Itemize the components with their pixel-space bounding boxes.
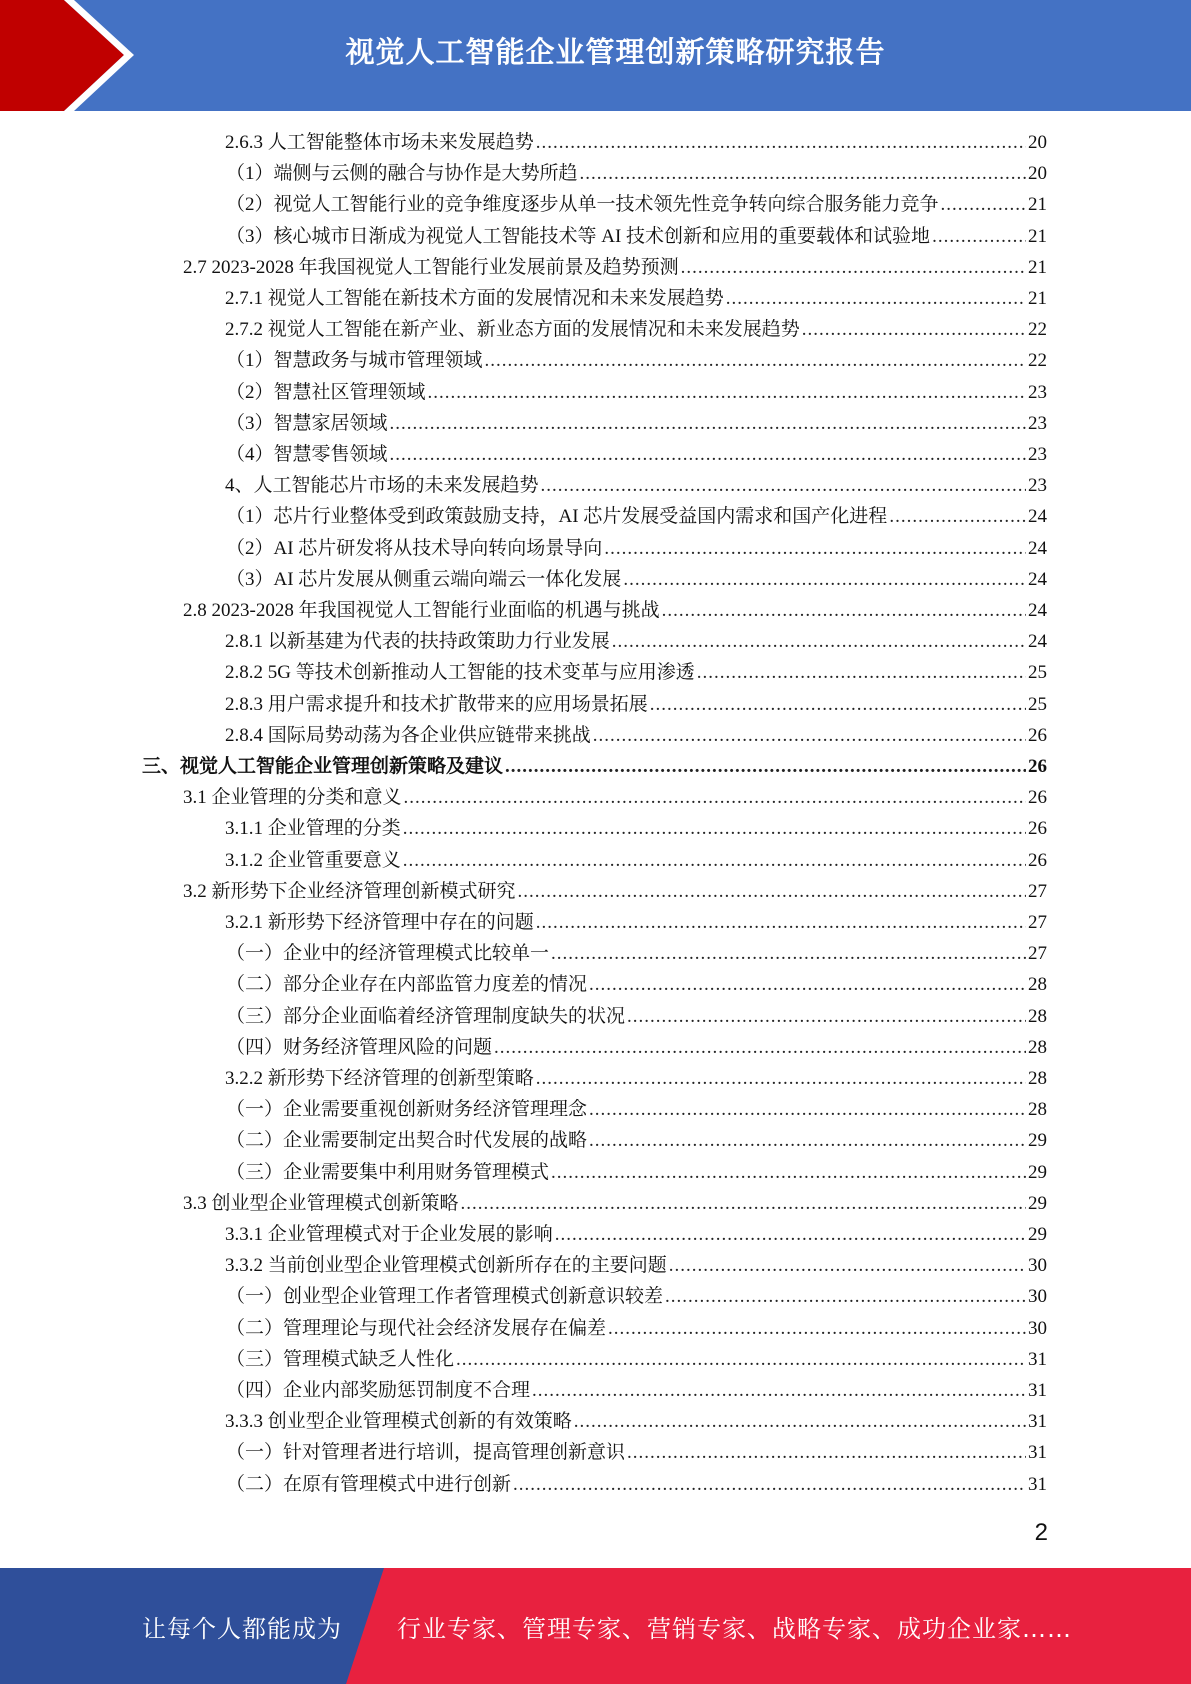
toc-entry[interactable] (225, 1063, 1047, 1094)
toc-entry[interactable] (226, 1001, 1047, 1032)
toc-entry[interactable] (225, 657, 1047, 688)
toc-entry-title: （1）端侧与云侧的融合与协作是大势所趋 (226, 163, 578, 185)
toc-entry[interactable] (225, 720, 1047, 751)
toc-dot-leader (461, 1188, 1026, 1219)
toc-entry[interactable] (226, 969, 1047, 1000)
toc-entry-page: 31 (1028, 1442, 1047, 1464)
toc-dot-leader (580, 158, 1026, 189)
toc-dot-leader (574, 1406, 1026, 1437)
toc-entry-title: 3.3.1 企业管理模式对于企业发展的影响 (225, 1224, 553, 1245)
toc-entry[interactable] (226, 533, 1047, 564)
toc-entry-page: 28 (1028, 1005, 1047, 1027)
toc-entry-title: 2.7.1 视觉人工智能在新技术方面的发展情况和未来发展趋势 (225, 288, 724, 309)
toc-entry[interactable] (226, 345, 1047, 376)
toc-entry[interactable] (226, 1313, 1047, 1344)
toc-entry[interactable] (226, 1094, 1047, 1125)
toc-entry[interactable] (142, 751, 1047, 782)
toc-entry[interactable] (183, 876, 1047, 907)
toc-entry-title: 2.8.2 5G 等技术创新推动人工智能的技术变革与应用渗透 (225, 662, 695, 684)
toc-entry-title: 3.2.2 新形势下经济管理的创新型策略 (225, 1068, 534, 1089)
toc-entry-title: （四）财务经济管理风险的问题 (226, 1036, 493, 1058)
header-bar (0, 0, 1191, 111)
toc-entry[interactable] (226, 1344, 1047, 1375)
toc-entry-title: （1）智慧政务与城市管理领域 (226, 350, 483, 372)
toc-entry-title: （三）企业需要集中利用财务管理模式 (226, 1161, 550, 1183)
toc-dot-leader (604, 533, 1026, 564)
toc-entry-page: 29 (1028, 1161, 1047, 1183)
toc-entry[interactable] (226, 408, 1047, 439)
toc-entry-title: （二）在原有管理模式中进行创新 (226, 1473, 512, 1495)
toc-entry-title: 3.2.1 新形势下经济管理中存在的问题 (225, 912, 534, 933)
toc-dot-leader (593, 720, 1026, 751)
toc-entry-page: 26 (1028, 818, 1047, 840)
toc-entry-title: （2）AI 芯片研发将从技术导向转向场景导向 (226, 537, 603, 559)
toc-entry-title: 2.8 2023-2028 年我国视觉人工智能行业面临的机遇与挑战 (183, 600, 660, 621)
toc-entry-title: 3.1.2 企业管重要意义 (225, 849, 401, 871)
toc-entry[interactable] (183, 595, 1047, 626)
toc-entry-page: 23 (1028, 381, 1047, 403)
toc-entry[interactable] (225, 813, 1047, 844)
toc-entry-title: （3）智慧家居领域 (226, 412, 388, 434)
toc-entry-page: 21 (1028, 256, 1047, 278)
toc-entry-title: （3）AI 芯片发展从侧重云端向端云一体化发展 (226, 568, 622, 590)
toc-entry[interactable] (225, 1406, 1047, 1437)
toc-entry-title: 3.2 新形势下企业经济管理创新模式研究 (183, 880, 516, 902)
toc-entry[interactable] (226, 1125, 1047, 1156)
toc-entry[interactable] (225, 1219, 1047, 1250)
toc-dot-leader (505, 751, 1026, 782)
toc-entry-page: 26 (1028, 724, 1047, 746)
toc-entry[interactable] (226, 221, 1047, 252)
toc-entry-page: 24 (1028, 506, 1047, 528)
toc-dot-leader (697, 657, 1026, 688)
toc-entry-title: 2.8.4 国际局势动荡为各企业供应链带来挑战 (225, 724, 591, 746)
toc-dot-leader (390, 408, 1026, 439)
toc-entry-page: 23 (1028, 412, 1047, 434)
toc-dot-leader (627, 1437, 1026, 1468)
toc-entry[interactable] (226, 938, 1047, 969)
toc-entry[interactable] (226, 439, 1047, 470)
toc-entry-page: 23 (1028, 475, 1047, 497)
toc-dot-leader (669, 1250, 1026, 1281)
toc-entry[interactable] (183, 252, 1047, 283)
toc-entry[interactable] (226, 158, 1047, 189)
toc-entry-page: 28 (1028, 1099, 1047, 1121)
toc-entry-page: 22 (1028, 350, 1047, 372)
toc-entry[interactable] (183, 1188, 1047, 1219)
toc-dot-leader (623, 564, 1026, 595)
toc-dot-leader (485, 345, 1026, 376)
toc-entry-page: 26 (1028, 756, 1047, 777)
toc-entry[interactable] (226, 1375, 1047, 1406)
page-number: 2 (1034, 1519, 1048, 1546)
toc-dot-leader (650, 689, 1026, 720)
toc-entry[interactable] (226, 1437, 1047, 1468)
toc-entry-page: 30 (1028, 1286, 1047, 1308)
toc-dot-leader (428, 377, 1026, 408)
toc-entry-title: （2）视觉人工智能行业的竞争维度逐步从单一技术领先性竞争转向综合服务能力竞争 (226, 194, 939, 216)
toc-entry-title: 3.3 创业型企业管理模式创新策略 (183, 1192, 459, 1214)
toc-entry-title: 2.6.3 人工智能整体市场未来发展趋势 (225, 132, 534, 153)
toc-entry-page: 24 (1028, 600, 1047, 621)
toc-entry[interactable] (183, 782, 1047, 813)
toc-entry-title: 4、人工智能芯片市场的未来发展趋势 (225, 475, 539, 497)
toc-entry-title: 3.1.1 企业管理的分类 (225, 818, 401, 840)
toc-dot-leader (612, 626, 1026, 657)
toc-entry-title: 3.3.2 当前创业型企业管理模式创新所存在的主要问题 (225, 1255, 667, 1277)
toc-entry-page: 31 (1028, 1380, 1047, 1401)
toc-entry-page: 22 (1028, 319, 1047, 341)
toc-dot-leader (802, 314, 1026, 345)
toc-entry[interactable] (226, 377, 1047, 408)
toc-dot-leader (627, 1001, 1026, 1032)
toc-entry-title: （3）核心城市日渐成为视觉人工智能技术等 AI 技术创新和应用的重要载体和试验地 (226, 225, 931, 247)
toc-entry-title: 3.1 企业管理的分类和意义 (183, 787, 402, 809)
toc-dot-leader (541, 470, 1026, 501)
toc-entry-page: 31 (1028, 1411, 1047, 1433)
toc-dot-leader (941, 189, 1026, 220)
footer-slogan-left: 让每个人都能成为 (142, 1614, 342, 1643)
toc-entry[interactable] (225, 1250, 1047, 1281)
toc-entry-page: 24 (1028, 568, 1047, 590)
toc-entry[interactable] (225, 470, 1047, 501)
toc-entry[interactable] (226, 564, 1047, 595)
toc-entry-title: 2.8.1 以新基建为代表的扶持政策助力行业发展 (225, 631, 610, 653)
toc-entry[interactable] (225, 689, 1047, 720)
toc-entry[interactable] (225, 626, 1047, 657)
toc-entry[interactable] (225, 314, 1047, 345)
toc-entry-page: 21 (1028, 194, 1047, 216)
toc-dot-leader (494, 1032, 1026, 1063)
toc-dot-leader (456, 1344, 1026, 1375)
toc-entry-page: 31 (1028, 1348, 1047, 1370)
toc-entry-page: 20 (1028, 132, 1047, 153)
toc-entry-page: 25 (1028, 693, 1047, 715)
toc-entry-title: 3.3.3 创业型企业管理模式创新的有效策略 (225, 1411, 572, 1433)
toc-entry-page: 24 (1028, 631, 1047, 653)
toc-entry[interactable] (225, 127, 1047, 158)
toc-entry-page: 29 (1028, 1224, 1047, 1245)
toc-entry-page: 29 (1028, 1130, 1047, 1152)
toc-dot-leader (551, 1157, 1026, 1188)
toc-entry-title: （四）企业内部奖励惩罚制度不合理 (226, 1380, 531, 1401)
toc-dot-leader (536, 1063, 1026, 1094)
toc-entry-title: （2）智慧社区管理领域 (226, 381, 426, 403)
toc-entry-title: （二）部分企业存在内部监管力度差的情况 (226, 974, 588, 996)
toc-entry-title: （二）企业需要制定出契合时代发展的战略 (226, 1130, 588, 1152)
toc-entry-page: 28 (1028, 1036, 1047, 1058)
toc-entry[interactable] (226, 1281, 1047, 1312)
toc-entry-page: 23 (1028, 444, 1047, 465)
toc-dot-leader (404, 782, 1026, 813)
toc-entry[interactable] (225, 845, 1047, 876)
toc-entry[interactable] (225, 283, 1047, 314)
toc-dot-leader (403, 845, 1026, 876)
toc-entry-page: 20 (1028, 163, 1047, 185)
footer-banner (0, 1568, 1191, 1684)
toc-dot-leader (555, 1219, 1026, 1250)
toc-dot-leader (536, 127, 1026, 158)
toc-entry-page: 26 (1028, 787, 1047, 809)
toc-entry-page: 21 (1028, 288, 1047, 309)
toc-dot-leader (726, 283, 1026, 314)
toc-entry-title: （三）部分企业面临着经济管理制度缺失的状况 (226, 1005, 626, 1027)
toc-entry[interactable] (226, 189, 1047, 220)
toc-entry-title: 2.7.2 视觉人工智能在新产业、新业态方面的发展情况和未来发展趋势 (225, 319, 800, 341)
toc-dot-leader (403, 813, 1026, 844)
footer-slogan-right: 行业专家、管理专家、营销专家、战略专家、成功企业家…… (397, 1614, 1072, 1643)
toc-entry[interactable] (225, 907, 1047, 938)
toc-dot-leader (662, 595, 1026, 626)
toc-entry-title: （1）芯片行业整体受到政策鼓励支持，AI 芯片发展受益国内需求和国产化进程 (226, 506, 888, 528)
toc-entry-page: 25 (1028, 662, 1047, 684)
toc-dot-leader (532, 1375, 1026, 1406)
toc-entry-page: 28 (1028, 1068, 1047, 1089)
toc-dot-leader (681, 252, 1026, 283)
toc-dot-leader (932, 221, 1026, 252)
toc-entry-title: 2.7 2023-2028 年我国视觉人工智能行业发展前景及趋势预测 (183, 256, 679, 278)
toc-dot-leader (551, 938, 1026, 969)
toc-dot-leader (390, 439, 1026, 470)
toc-entry[interactable] (226, 1157, 1047, 1188)
toc-entry-title: （一）创业型企业管理工作者管理模式创新意识较差 (226, 1286, 664, 1308)
toc-dot-leader (665, 1281, 1026, 1312)
toc-entry-page: 26 (1028, 849, 1047, 871)
toc-entry-page: 27 (1028, 943, 1047, 965)
toc-dot-leader (589, 1125, 1026, 1156)
toc-entry-page: 30 (1028, 1255, 1047, 1277)
toc-entry-title: 2.8.3 用户需求提升和技术扩散带来的应用场景拓展 (225, 693, 648, 715)
toc-dot-leader (518, 876, 1026, 907)
toc-dot-leader (889, 501, 1026, 532)
toc-entry-title: （一）针对管理者进行培训，提高管理创新意识 (226, 1442, 626, 1464)
toc-dot-leader (589, 969, 1026, 1000)
toc-dot-leader (608, 1313, 1026, 1344)
toc-dot-leader (513, 1469, 1026, 1500)
toc-entry-title: （一）企业需要重视创新财务经济管理理念 (226, 1099, 588, 1121)
toc-entry-page: 27 (1028, 880, 1047, 902)
toc-entry-page: 21 (1028, 225, 1047, 247)
toc-entry-page: 28 (1028, 974, 1047, 996)
toc-dot-leader (589, 1094, 1026, 1125)
toc-entry[interactable] (226, 1032, 1047, 1063)
toc-entry-page: 29 (1028, 1192, 1047, 1214)
toc-entry-title: （三）管理模式缺乏人性化 (226, 1348, 455, 1370)
toc-dot-leader (536, 907, 1026, 938)
toc-entry-page: 31 (1028, 1473, 1047, 1495)
toc-entry-title: （二）管理理论与现代社会经济发展存在偏差 (226, 1317, 607, 1339)
toc-entry-title: （4）智慧零售领域 (226, 444, 388, 465)
report-title: 视觉人工智能企业管理创新策略研究报告 (345, 34, 886, 69)
toc-entry[interactable] (226, 1469, 1047, 1500)
toc-entry-page: 27 (1028, 912, 1047, 933)
toc-entry[interactable] (226, 501, 1047, 532)
toc-entry-title: （一）企业中的经济管理模式比较单一 (226, 943, 550, 965)
toc-entry-title: 三、视觉人工智能企业管理创新策略及建议 (142, 756, 504, 777)
toc-entry-page: 24 (1028, 537, 1047, 559)
toc-entry-page: 30 (1028, 1317, 1047, 1339)
